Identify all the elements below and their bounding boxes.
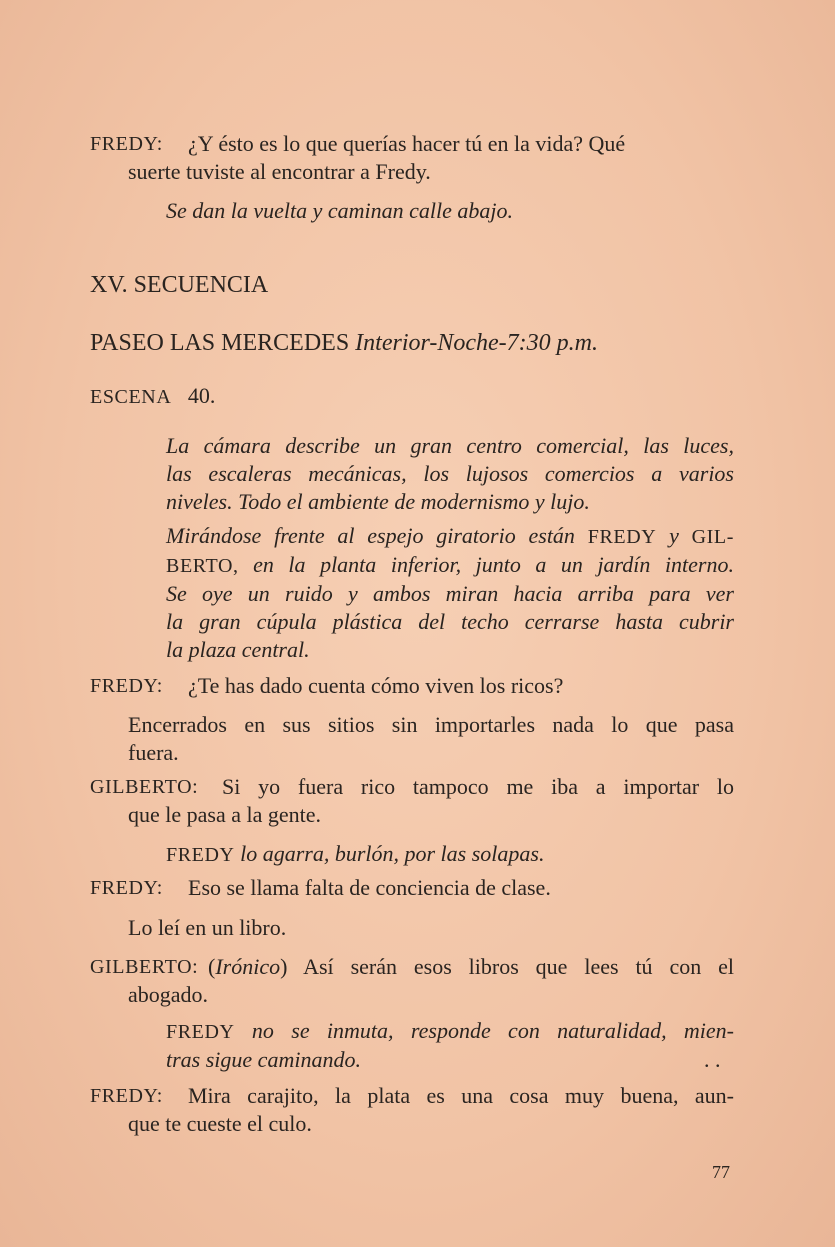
dialogue-text: Si yo fuera rico tampoco me iba a importar lo: [222, 774, 734, 799]
paren: ): [280, 954, 288, 979]
direction-line: [166, 551, 734, 580]
direction-line: [166, 1017, 734, 1046]
location-name: PASEO LAS MERCEDES: [90, 330, 350, 356]
direction-line: las escaleras mecánicas, los lujosos comercios a varios: [166, 461, 734, 486]
dialogue-text: Mira carajito, la plata es una cosa muy buena, aun-: [188, 1083, 734, 1108]
stage-direction-paragraph: [166, 1017, 734, 1074]
speaker-label: GILBERTO:: [90, 956, 199, 978]
scene-number: 40.: [187, 383, 216, 408]
dialogue-line: [222, 773, 734, 801]
speaker-label: GILBERTO:: [90, 776, 199, 798]
scene-label: ESCENA: [90, 386, 172, 408]
ellipsis-mark: . .: [704, 1047, 721, 1072]
character-name: FREDY: [166, 1021, 235, 1043]
speaker-label: FREDY:: [90, 675, 163, 697]
stage-direction-paragraph: [166, 432, 734, 516]
dialogue-line: Encerrados en sus sitios sin importarles nada lo que pasa: [128, 712, 734, 737]
dialogue-line: ¿Y ésto es lo que querías hacer tú en la vida? Qué: [188, 131, 626, 156]
speaker-label: FREDY:: [90, 1085, 163, 1107]
direction-line: la plaza central.: [166, 637, 310, 662]
sequence-heading: XV. SECUENCIA: [90, 272, 269, 298]
location-heading: [90, 328, 598, 358]
character-name: GIL-: [691, 526, 735, 548]
direction-text: y: [669, 523, 679, 548]
direction-line: la gran cúpula plástica del techo cerrarse hasta cubrir: [166, 609, 734, 634]
character-name: FREDY: [166, 844, 235, 866]
location-time: Interior-Noche-7:30 p.m.: [355, 330, 598, 356]
dialogue-text: Así serán esos libros que lees tú con el: [303, 954, 734, 979]
direction-text: lo agarra, burlón, por las solapas.: [240, 841, 545, 866]
dialogue-line: [208, 953, 734, 981]
stage-direction: [166, 840, 544, 869]
direction-text: Mirándose frente al espejo giratorio están: [166, 523, 575, 548]
direction-line: La cámara describe un gran centro comercial, las luces,: [166, 433, 734, 458]
character-name: BERTO,: [166, 555, 239, 577]
scene-heading: [90, 382, 215, 411]
character-name: FREDY: [587, 526, 657, 548]
stage-direction-paragraph: [166, 522, 734, 664]
dialogue-line: suerte tuviste al encontrar a Fredy.: [128, 159, 431, 184]
dialogue-text: [208, 953, 734, 981]
dialogue-line: que le pasa a la gente.: [128, 802, 322, 827]
dialogue-line: Eso se llama falta de conciencia de clase.: [188, 875, 551, 900]
page-number: 77: [712, 1162, 730, 1182]
dialogue-line: fuera.: [128, 740, 179, 765]
direction-line: Se oye un ruido y ambos miran hacia arriba para ver: [166, 581, 734, 606]
dialogue-paragraph: [128, 711, 734, 767]
dialogue-line: ¿Te has dado cuenta cómo viven los ricos?: [188, 673, 564, 698]
speaker-label: FREDY:: [90, 877, 163, 899]
dialogue-line: Lo leí en un libro.: [128, 915, 287, 940]
direction-text: en la planta inferior, junto a un jardín interno.: [253, 552, 734, 577]
direction-text: no se inmuta, responde con naturalidad, mien-: [251, 1018, 734, 1043]
parenthetical: Irónico: [215, 954, 281, 979]
speaker-label: FREDY:: [90, 133, 163, 155]
paren: (: [208, 954, 216, 979]
direction-line: niveles. Todo el ambiente de modernismo y lujo.: [166, 489, 590, 514]
dialogue-line: que te cueste el culo.: [128, 1111, 312, 1136]
stage-direction: Se dan la vuelta y caminan calle abajo.: [166, 198, 514, 223]
dialogue-line: abogado.: [128, 982, 209, 1007]
direction-line: [166, 522, 734, 551]
dialogue-line: [188, 1082, 734, 1110]
direction-line: tras sigue caminando.: [166, 1047, 361, 1072]
